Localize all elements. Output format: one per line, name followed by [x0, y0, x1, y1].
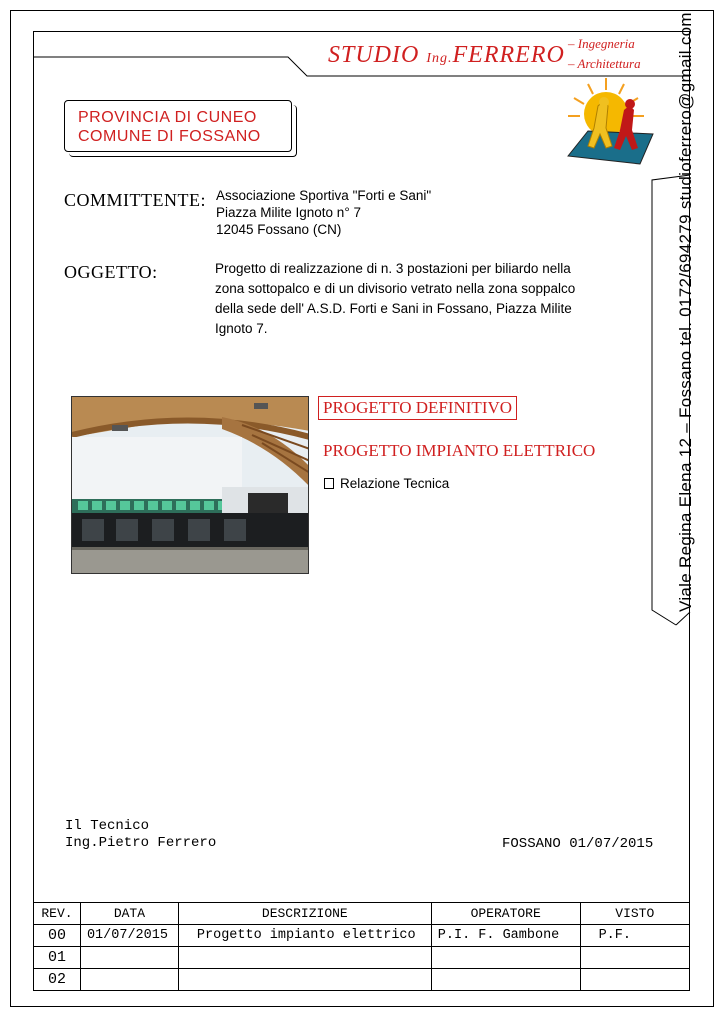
tecnico-block [65, 818, 216, 852]
cell-rev: 00 [34, 925, 81, 947]
cell-data [80, 947, 178, 969]
header-data: DATA [80, 903, 178, 925]
cell-operatore: P.I. F. Gambone [431, 925, 580, 947]
committente-city: 12045 Fossano (CN) [216, 222, 342, 237]
comune-line: COMUNE DI FOSSANO [78, 128, 261, 145]
studio-subtitle-architettura: – Architettura [568, 56, 641, 71]
cell-descrizione [178, 969, 431, 991]
committente-label: COMMITTENTE: [64, 190, 206, 210]
oggetto-text: Progetto di realizzazione di n. 3 postazioni per biliardo nella zona sottopalco e di un divisorio vetrato nella zona soppalco della sede dell' A.S.D. Forti e Sani in Fossano, Piazza Milite Ignoto 7. [215, 261, 576, 336]
cell-operatore [431, 969, 580, 991]
table-row [34, 969, 690, 991]
progetto-definitivo-box: PROGETTO DEFINITIVO [318, 396, 517, 420]
committente-name: Associazione Sportiva "Forti e Sani" [216, 188, 432, 203]
header-visto: VISTO [580, 903, 689, 925]
cell-rev: 01 [34, 947, 81, 969]
provincia-text [78, 108, 261, 146]
cell-operatore [431, 947, 580, 969]
committente-address: Piazza Milite Ignoto n° 7 [216, 205, 361, 220]
progetto-impianto-title: PROGETTO IMPIANTO ELETTRICO [323, 441, 596, 460]
studio-contact-vertical: Viale Regina Elena 12 – Fossano tel. 0172/694279 studioferrero@gmail.com [676, 12, 695, 612]
relazione-tecnica-label: Relazione Tecnica [340, 476, 450, 491]
provincia-line: PROVINCIA DI CUNEO [78, 109, 257, 126]
committente-details [216, 187, 431, 238]
table-row [34, 925, 690, 947]
place-date: FOSSANO 01/07/2015 [502, 836, 654, 852]
header-descrizione: DESCRIZIONE [178, 903, 431, 925]
table-row [34, 947, 690, 969]
oggetto-label: OGGETTO: [64, 262, 158, 282]
revision-table [33, 902, 690, 991]
cell-visto [580, 969, 689, 991]
cell-rev: 02 [34, 969, 81, 991]
cell-visto [580, 947, 689, 969]
relazione-tecnica-item [324, 476, 449, 491]
header-rev: REV. [34, 903, 81, 925]
studio-logo [558, 76, 658, 170]
building-photo [71, 396, 309, 574]
cell-visto: P.F. [580, 925, 689, 947]
cell-data [80, 969, 178, 991]
cell-descrizione [178, 947, 431, 969]
tecnico-label: Il Tecnico [65, 818, 150, 834]
checkbox-icon [324, 478, 334, 489]
revision-header-row [34, 903, 690, 925]
tecnico-name: Ing.Pietro Ferrero [65, 835, 217, 851]
studio-subtitle-ingegneria: – Ingegneria [568, 36, 635, 51]
header-operatore: OPERATORE [431, 903, 580, 925]
cell-descrizione: Progetto impianto elettrico [178, 925, 431, 947]
studio-title: STUDIO Ing.FERRERO [328, 42, 565, 68]
cell-data: 01/07/2015 [80, 925, 178, 947]
